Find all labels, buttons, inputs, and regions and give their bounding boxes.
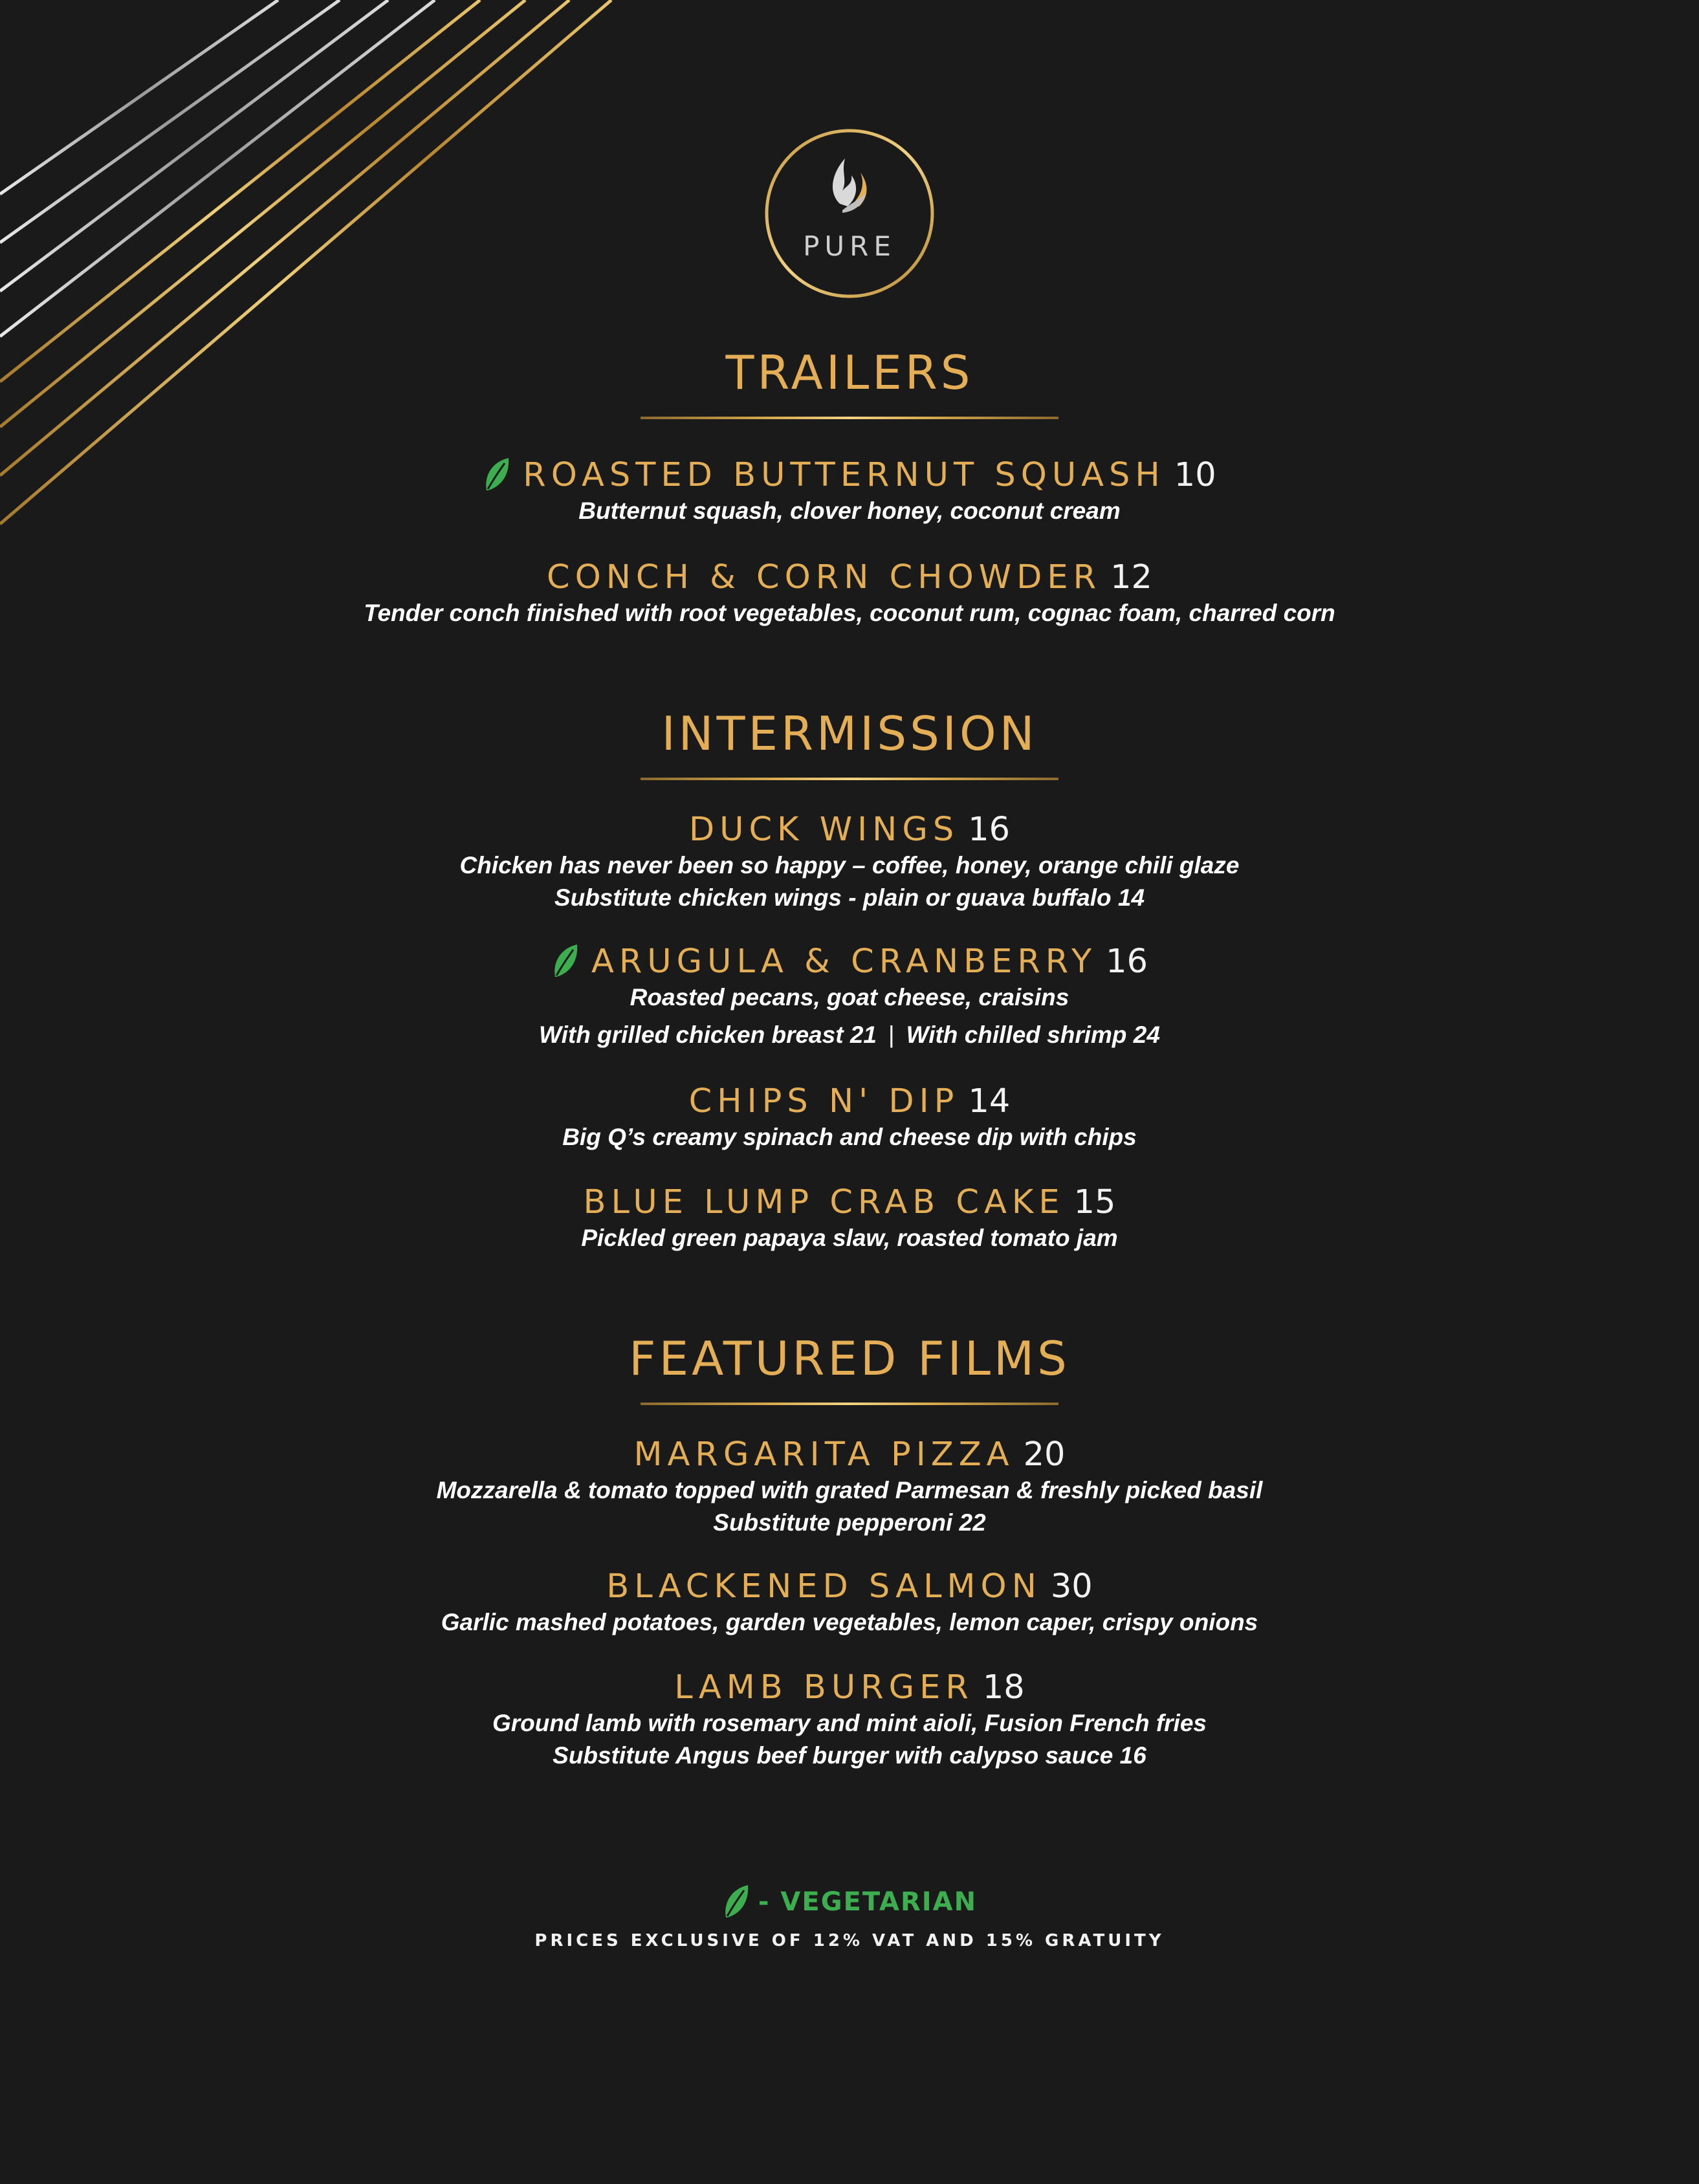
menu-item [0, 1435, 1699, 1538]
vegetarian-legend [0, 1884, 1699, 1920]
flame-icon [833, 158, 867, 213]
item-description: Ground lamb with rosemary and mint aioli, Fusion French fries [492, 1710, 1207, 1736]
item-options [0, 1020, 1699, 1051]
item-name: BLACKENED SALMON [606, 1567, 1042, 1606]
item-name: BLUE LUMP CRAB CAKE [583, 1183, 1065, 1221]
item-price: 12 [1110, 558, 1152, 596]
menu-item [0, 942, 1699, 1051]
item-option: With chilled shrimp 24 [906, 1021, 1160, 1048]
item-substitution: Substitute Angus beef burger with calypso sauce 16 [553, 1742, 1146, 1769]
menu-item [0, 455, 1699, 527]
menu-item [0, 810, 1699, 913]
item-name: MARGARITA PIZZA [633, 1435, 1014, 1474]
item-substitution: Substitute pepperoni 22 [713, 1509, 986, 1536]
menu-item [0, 1668, 1699, 1771]
section-title-trailers: TRAILERS [725, 345, 974, 400]
menu-item [0, 558, 1699, 629]
brand-name: PURE [803, 230, 896, 262]
item-description: Butternut squash, clover honey, coconut cream [578, 497, 1121, 524]
item-name: ARUGULA & CRANBERRY [591, 942, 1097, 981]
menu-item [0, 1183, 1699, 1254]
item-description: Pickled green papaya slaw, roasted tomato jam [581, 1225, 1118, 1251]
menu-item [0, 1567, 1699, 1638]
item-price: 15 [1073, 1183, 1116, 1221]
leaf-icon [483, 457, 511, 493]
item-name: CONCH & CORN CHOWDER [547, 558, 1102, 596]
item-price: 16 [1106, 942, 1148, 981]
leaf-icon [551, 943, 580, 979]
menu-item [0, 1082, 1699, 1153]
decorative-corner-lines [0, 0, 621, 530]
item-price: 14 [968, 1082, 1011, 1120]
item-description: Mozzarella & tomato topped with grated Parmesan & freshly picked basil [436, 1477, 1263, 1503]
section-title-featured-films: FEATURED FILMS [629, 1331, 1070, 1386]
item-price: 16 [968, 810, 1011, 849]
pure-logo [762, 126, 937, 301]
item-description: Garlic mashed potatoes, garden vegetables, lemon caper, crispy onions [441, 1609, 1258, 1635]
price-footnote: PRICES EXCLUSIVE OF 12% VAT AND 15% GRATUITY [534, 1931, 1165, 1950]
item-price: 10 [1174, 455, 1216, 494]
item-description: Tender conch finished with root vegetables, coconut rum, cognac foam, charred corn [364, 600, 1335, 626]
item-substitution: Substitute chicken wings - plain or guava buffalo 14 [554, 884, 1145, 911]
item-price: 20 [1023, 1435, 1066, 1474]
item-name: ROASTED BUTTERNUT SQUASH [523, 455, 1165, 494]
item-name: CHIPS N' DIP [688, 1082, 959, 1120]
leaf-icon [722, 1884, 751, 1920]
item-description: Chicken has never been so happy – coffee, honey, orange chili glaze [459, 852, 1240, 879]
option-separator: | [888, 1021, 895, 1048]
item-option: With grilled chicken breast 21 [539, 1021, 877, 1048]
section-divider [641, 417, 1058, 419]
item-price: 30 [1050, 1567, 1093, 1606]
item-name: LAMB BURGER [674, 1668, 974, 1707]
section-title-intermission: INTERMISSION [661, 706, 1038, 761]
item-description: Roasted pecans, goat cheese, craisins [630, 984, 1069, 1010]
item-description: Big Q’s creamy spinach and cheese dip with chips [562, 1124, 1137, 1150]
item-price: 18 [982, 1668, 1025, 1707]
section-divider [641, 778, 1058, 780]
vegetarian-label: - VEGETARIAN [758, 1887, 978, 1917]
section-divider [641, 1403, 1058, 1405]
item-name: DUCK WINGS [688, 810, 959, 849]
